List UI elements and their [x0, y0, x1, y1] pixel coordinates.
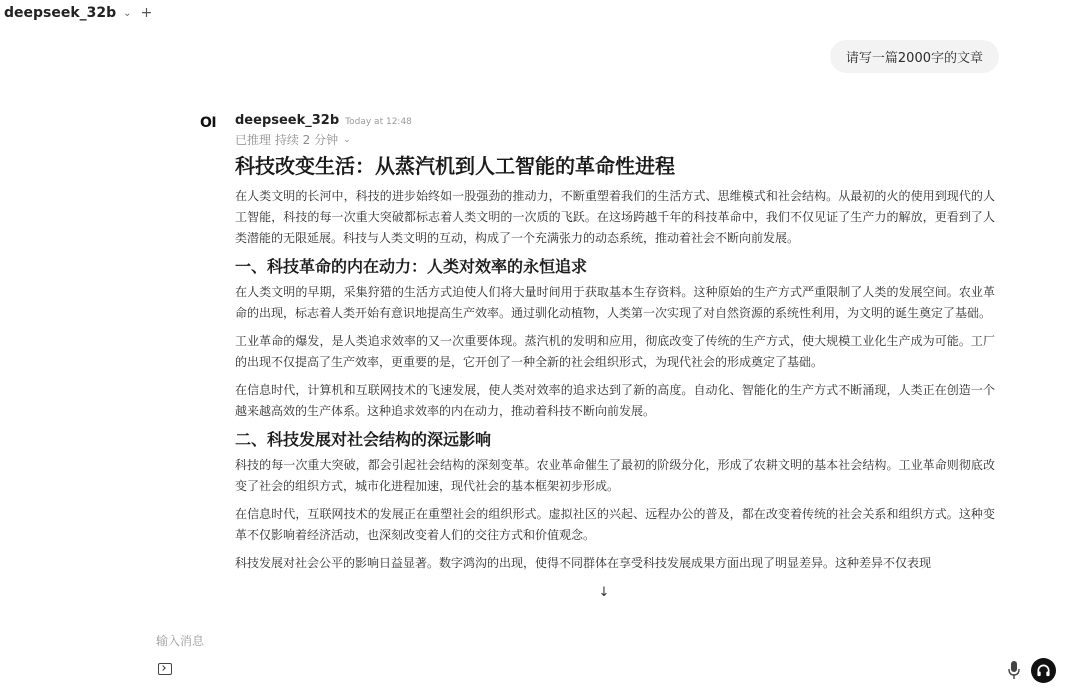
message-timestamp: Today at 12:48: [345, 117, 412, 127]
chevron-down-icon[interactable]: ⌄: [123, 7, 132, 19]
article-title: 科技改变生活：从蒸汽机到人工智能的革命性进程: [235, 154, 675, 178]
headphones-icon: [1036, 663, 1051, 678]
reasoning-label: 已推理 持续 2 分钟: [235, 133, 339, 147]
new-chat-button[interactable]: +: [140, 5, 153, 21]
chevron-down-icon: ⌄: [343, 135, 351, 145]
reasoning-toggle[interactable]: [235, 130, 995, 150]
message-header: [235, 113, 995, 130]
article-paragraph: 在人类文明的长河中，科技的进步始终如一股强劲的推动力，不断重塑着我们的生活方式、思维模式和社会结构。从最初的火的使用到现代的人工智能，科技的每一次重大突破都标志着人类文明的一次质的飞跃。在这场跨越千年的科技革命中，我们不仅见证了生产力的解放，更看到了人类潜能的无限延展。科技与人类文明的互动，构成了一个充满张力的动态系统，推动着社会不断向前发展。: [235, 189, 995, 245]
user-message-bubble: 请写一篇2000字的文章: [830, 40, 999, 73]
composer: [150, 625, 1060, 685]
scroll-down-icon[interactable]: ↓: [596, 585, 612, 601]
article-paragraph: 科技发展对社会公平的影响日益显著。数字鸿沟的出现，使得不同群体在享受科技发展成果方面出现了明显差异。这种差异不仅表现: [235, 556, 932, 570]
assistant-avatar: OI: [200, 115, 217, 131]
content-fade: [220, 600, 1020, 624]
model-selector[interactable]: deepseek_32b: [4, 5, 117, 21]
section-heading: 一、科技革命的内在动力：人类对效率的永恒追求: [235, 257, 588, 276]
top-bar: [0, 0, 152, 26]
assistant-name: deepseek_32b: [235, 113, 340, 128]
article-paragraph: 在人类文明的早期，采集狩猎的生活方式迫使人们将大量时间用于获取基本生存资料。这种原始的生产方式严重限制了人类的发展空间。农业革命的出现，标志着人类开始有意识地提高生产效率。通过驯化动植物，人类第一次实现了对自然资源的系统性利用，为文明的诞生奠定了基础。: [235, 285, 995, 320]
microphone-icon[interactable]: [1006, 660, 1022, 680]
article-paragraph: 科技的每一次重大突破，都会引起社会结构的深刻变革。农业革命催生了最初的阶级分化，形成了农耕文明的基本社会结构。工业革命则彻底改变了社会的组织方式，城市化进程加速，现代社会的基本框架初步形成。: [235, 458, 995, 493]
section-heading: 二、科技发展对社会结构的深远影响: [235, 430, 492, 449]
assistant-message: [235, 113, 995, 621]
message-input[interactable]: [156, 631, 756, 651]
terminal-icon[interactable]: [158, 663, 172, 675]
article-paragraph: 在信息时代，互联网技术的发展正在重塑社会的组织形式。虚拟社区的兴起、远程办公的普及，都在改变着传统的社会关系和组织方式。这种变革不仅影响着经济活动，也深刻改变着人们的交往方式和价值观念。: [235, 507, 995, 542]
voice-mode-button[interactable]: [1031, 658, 1056, 683]
article-paragraph: 工业革命的爆发，是人类追求效率的又一次重要体现。蒸汽机的发明和应用，彻底改变了传统的生产方式，使大规模工业化生产成为可能。工厂的出现不仅提高了生产效率，更重要的是，它开创了一种全新的社会组织形式，为现代社会的形成奠定了基础。: [235, 334, 995, 369]
article-paragraph: 在信息时代，计算机和互联网技术的飞速发展，使人类对效率的追求达到了新的高度。自动化、智能化的生产方式不断涌现，人类正在创造一个越来越高效的生产体系。这种追求效率的内在动力，推动着科技不断向前发展。: [235, 383, 995, 418]
